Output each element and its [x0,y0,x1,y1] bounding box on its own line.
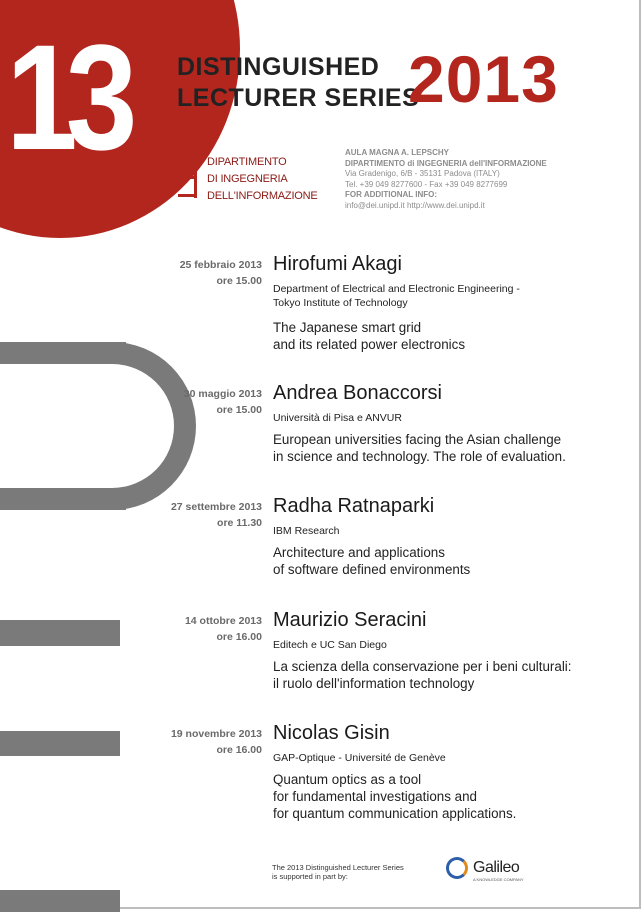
lecturer-affiliation [273,638,387,652]
lecture-date: 14 ottobre 2013 [184,615,262,627]
lecture-time: ore 15.00 [216,404,262,416]
gray-bar-shape [0,890,120,912]
affiliation-line: Editech e UC San Diego [273,639,387,651]
lecture-date-time [171,499,262,531]
topic-line: in science and technology. The role of evaluation. [273,449,566,464]
lecturer-name: Hirofumi Akagi [273,253,402,275]
venue-address-block [345,148,547,212]
lecturer-affiliation [273,524,340,538]
department-logo-line: DIPARTIMENTO [207,156,287,168]
lecture-date-time [184,386,262,418]
lecturer-name: Maurizio Seracini [273,609,427,631]
venue-department: DIPARTIMENTO di INGEGNERIA dell'INFORMAZIONE [345,158,547,168]
affiliation-line: GAP-Optique - Université de Genève [273,752,446,764]
lecturer-affiliation [273,411,402,425]
department-logo-line: DI INGEGNERIA [207,173,288,185]
logo-dot-icon [178,128,200,150]
series-year: 2013 [408,42,559,116]
lecture-date: 27 settembre 2013 [170,501,262,513]
lecture-topic [273,431,566,465]
series-title [177,52,419,114]
topic-line: for fundamental investigations and [273,789,477,804]
venue-hall: AULA MAGNA A. LEPSCHY [345,148,449,157]
logo-bar-icon [178,176,194,179]
department-logo [178,128,318,208]
lecture-time: ore 16.00 [216,631,262,643]
department-logo-text [207,154,318,205]
topic-line: il ruolo dell'information technology [273,676,475,691]
logo-bar-icon [178,194,194,197]
sponsor-note-line: is supported in part by: [272,872,348,881]
sponsor-note [272,863,404,881]
topic-line: La scienza della conservazione per i beni culturali: [273,659,572,674]
topic-line: for quantum communication applications. [273,806,517,821]
lecture-date: 25 febbraio 2013 [179,259,262,271]
series-title-line2: LECTURER SERIES [177,84,420,112]
lecture-date-time [171,726,262,758]
lecture-time: ore 15.00 [216,275,262,287]
series-title-line1: DISTINGUISHED [177,53,380,81]
lecturer-name: Radha Ratnaparki [273,495,435,517]
galileo-tagline: A KNOWLEDGE COMPANY [473,877,524,882]
topic-line: Quantum optics as a tool [273,772,422,787]
gray-bar-shape [0,342,126,364]
lecturer-affiliation [273,751,446,765]
gray-bar-shape [0,731,120,756]
gray-d-shape [0,342,196,510]
gray-bar-shape [0,488,126,510]
lecture-date: 19 novembre 2013 [170,728,262,740]
department-logo-line: DELL'INFORMAZIONE [207,190,318,202]
gray-bar-shape [0,620,120,646]
affiliation-line: Università di Pisa e ANVUR [273,412,402,424]
lecture-topic [273,658,572,692]
lecture-date: 30 maggio 2013 [183,388,262,400]
affiliation-line: Tokyo Institute of Technology [273,297,408,309]
logo-vertical-line-icon [194,156,197,198]
lecture-date-time [180,257,262,289]
topic-line: Architecture and applications [273,545,445,560]
lecture-time: ore 11.30 [217,517,262,529]
topic-line: of software defined environments [273,562,471,577]
venue-street: Via Gradenigo, 6/B - 35131 Padova (ITALY) [345,169,500,179]
sponsor-note-line: The 2013 Distinguished Lecturer Series [272,863,404,872]
lecture-topic [273,544,470,578]
topic-line: and its related power electronics [273,337,466,352]
lecture-date-time [185,613,262,645]
topic-line: The Japanese smart grid [273,320,422,335]
lecturer-name: Andrea Bonaccorsi [273,382,442,404]
logo-bar-icon [178,158,194,161]
lecturer-name: Nicolas Gisin [273,722,390,744]
affiliation-line: Department of Electrical and Electronic Engineering - [273,283,520,295]
venue-contact-links[interactable]: info@dei.unipd.it http://www.dei.unipd.it [345,200,485,210]
venue-phone-fax: Tel. +39 049 8277600 - Fax +39 049 8277699 [345,179,508,189]
lecturer-affiliation [273,282,520,310]
lecture-time: ore 16.00 [216,744,262,756]
affiliation-line: IBM Research [273,525,340,537]
galileo-logo [446,855,536,887]
venue-info-heading: FOR ADDITIONAL INFO: [345,190,437,200]
lecture-topic [273,771,516,822]
edition-number: 13 [6,13,126,181]
topic-line: European universities facing the Asian challenge [273,432,562,447]
galileo-name: Galileo [473,859,520,876]
galileo-mark-icon [446,857,468,879]
lecture-topic [273,319,465,353]
